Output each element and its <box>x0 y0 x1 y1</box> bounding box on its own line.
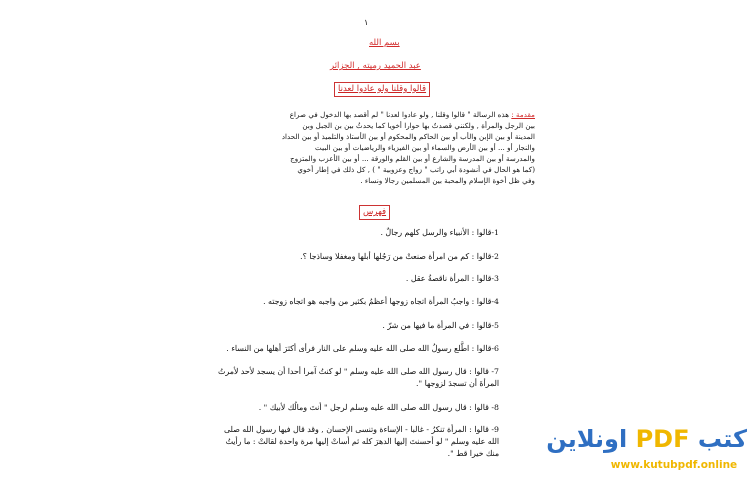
toc-line: 3-قالوا : المرأة ناقصةُ عقل . <box>405 274 499 283</box>
watermark-url: www.kutubpdf.online <box>610 459 738 471</box>
intro-line: وفي ظل أخوة الإسلام والمحبة بين المسلمين رجالا ونساء . <box>360 176 535 185</box>
toc-item-9 <box>209 424 499 460</box>
intro-first-line <box>235 109 535 120</box>
introduction-paragraph <box>235 109 535 186</box>
toc-line: 6-قالوا : اطَّلع رسولُ الله صلى الله عليه وسلم على النار فرأى أكثرَ أهلها من النساء . <box>226 344 499 353</box>
intro-line: المدينة أو بين الإبن والأب أو بين الحاكم والمحكوم أو بين الأستاذ والتلميذ أو بين الحداد <box>281 132 535 141</box>
toc-line: 7- قالوا : قال رسول الله صلى الله عليه وسلم " لو كنتُ آمرا أحدا أن يسجد لأحد لأمرتُ <box>218 367 499 376</box>
watermark-logo <box>546 424 747 458</box>
page-number: ١ <box>364 18 369 27</box>
toc-line: الله عليه وسلم " لو أحسنتَ إليها الدهرَ كله ثم أساتْ إليها مرة واحدة لقالتْ : ما رأيتُ <box>225 437 499 446</box>
intro-first-text: هذه الرسالة " قالوا وقلنا , ولو عادوا لعدنا " لم أقصد بها الدخول في صراع <box>289 110 510 119</box>
logo-word-online: اونلاين <box>546 425 628 453</box>
toc-line: 2-قالوا : كم من امرأة صنعتْ من رَجُلها أبلها ومغفلا وساذجا ؟. <box>300 252 499 261</box>
toc-item-1 <box>209 227 499 239</box>
intro-line: والمدرسة أو بين المدرسة والشارع أو بين القلم والورقة ... أو بين الأعزب والمتزوج <box>290 154 535 163</box>
logo-pdf: PDF <box>635 425 690 453</box>
toc-line: المرأةَ أن تسجدَ لزوجها ". <box>416 379 499 388</box>
toc-line: 1-قالوا : الأنبياء والرسل كلهم رجالٌ . <box>380 228 499 237</box>
toc-item-6 <box>209 343 499 355</box>
toc-item-4 <box>209 296 499 308</box>
intro-line: والنجار أو ... أو بين الأرض والسماء أو بين الفيزياء والرياضيات أو بين البيت <box>315 143 535 152</box>
toc-line: 8- قالوا : قال رسول الله صلى الله عليه وسلم لرجل " أنتَ ومالُك لأبيك " . <box>258 403 499 412</box>
index-title: فهرس <box>359 205 390 220</box>
author-line: عبد الحميد رميته , الجزائر <box>330 61 421 71</box>
toc-item-7 <box>209 366 499 390</box>
toc-item-2 <box>209 251 499 263</box>
toc-item-5 <box>209 320 499 332</box>
toc-item-8 <box>209 402 499 414</box>
book-title: قالوا وقلنا ولو عادوا لعدنا <box>334 82 430 97</box>
intro-line: بين الرجل والمرأة , ولكنني قصدتُ بها حوارا أخويا كما يحدثُ بين بن الجبل وبن <box>302 121 535 130</box>
toc-line: 5-قالوا : في المرأة ما فيها من شرّ . <box>382 321 499 330</box>
toc-line: منك خيرا قط ". <box>447 449 499 458</box>
logo-word-books: كتب <box>697 425 747 453</box>
intro-line: (كما هو الحال في أنشودة أبي راتب " زواج وعزوبية " ) , كل ذلك في إطار أخوي <box>297 165 535 174</box>
basmala-heading: بسم الله <box>369 38 400 48</box>
toc-line: 4-قالوا : واجبُ المرأة اتجاه زوجها أعظمُ بكثير من واجبه هو اتجاه زوجته . <box>263 297 499 306</box>
toc-item-3 <box>209 273 499 285</box>
intro-label: مقدمة : <box>511 110 535 119</box>
toc-line: 9- قالوا : المرأة تنكرُ - غالبا - الإساءة وتنسى الإحسان , وقد قال فيها رسول الله صلى <box>224 425 499 434</box>
